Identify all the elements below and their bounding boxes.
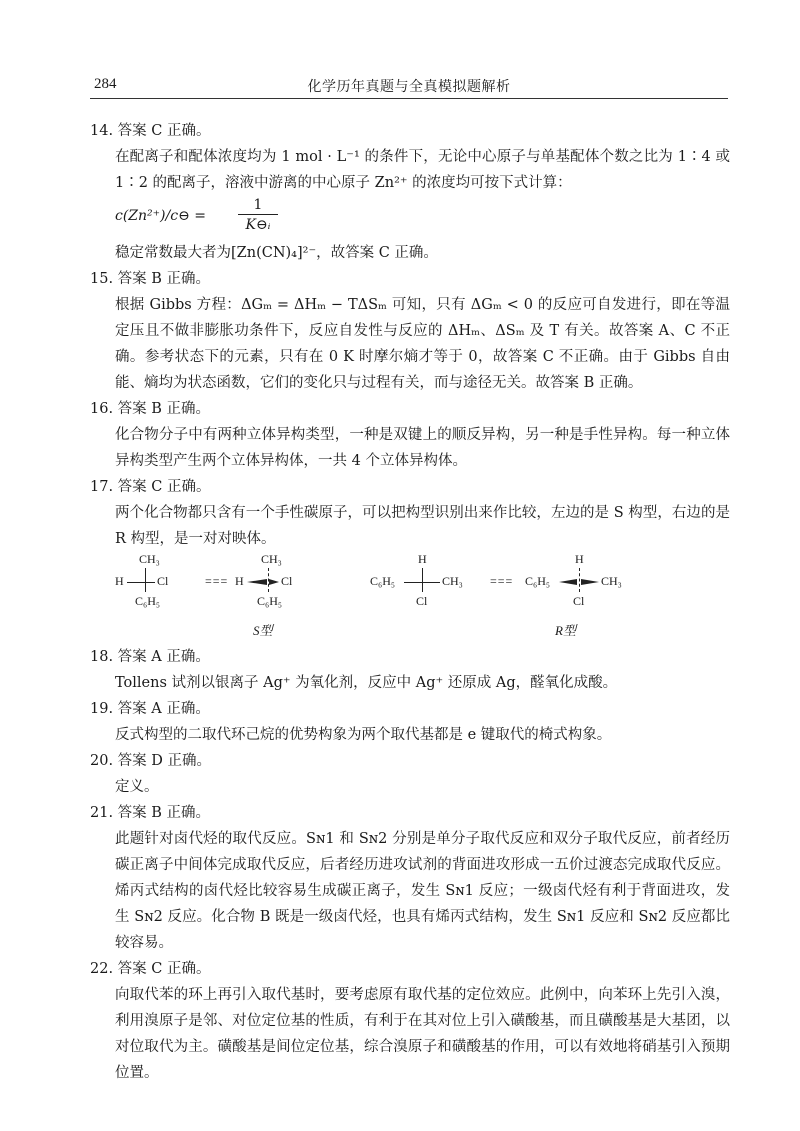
r-wedge-left-bond — [559, 579, 577, 585]
s-wedge-top: CH₃ — [261, 552, 282, 566]
answer-20-explanation: 定义。 — [115, 779, 159, 795]
r-fischer-right: CH₃ — [442, 574, 463, 588]
answer-18-explanation: Tollens 试剂以银离子 Ag⁺ 为氧化剂，反应中 Ag⁺ 还原成 Ag，醛氧化成酸。 — [115, 675, 618, 691]
s-wedge-left: H — [235, 574, 244, 588]
r-fischer-left: C₆H₅ — [370, 574, 396, 588]
s-configuration-label: S型 — [253, 623, 273, 638]
answer-17-heading: 17. 答案 C 正确。 — [90, 479, 211, 495]
answer-21-heading: 21. 答案 B 正确。 — [90, 805, 211, 821]
answer-19-heading: 19. 答案 A 正确。 — [90, 701, 210, 717]
answer-14-heading: 14. 答案 C 正确。 — [90, 123, 211, 139]
s-equivalence-sign: === — [205, 574, 229, 588]
answer-17-explanation: 两个化合物都只含有一个手性碳原子，可以把构型识别出来作比较，左边的是 S 构型，右边的是 R 构型，是一对对映体。 — [115, 505, 730, 547]
answer-list — [90, 118, 730, 1086]
r-equivalence-sign: === — [490, 574, 514, 588]
page-header — [90, 76, 728, 99]
r-wedge-bottom: Cl — [573, 594, 585, 608]
s-wedge-structure — [235, 552, 315, 612]
answer-20-heading: 20. 答案 D 正确。 — [90, 753, 212, 769]
s-fischer-left: H — [115, 574, 124, 588]
s-fischer-right: Cl — [157, 574, 169, 588]
answer-15-explanation: 根据 Gibbs 方程：ΔGₘ = ΔHₘ − TΔSₘ 可知，只有 ΔGₘ < 0 的反应可自发进行，即在等温定压且不做非膨胀功条件下，反应自发性与反应的 ΔHₘ、ΔSₘ 及 T 有关。故答案 A、C 不正确。参考状态下的元素，只有在 0 K 时摩尔熵才等于 0，故答案 C 不正确。由于 Gibbs 自由能、熵均为状态函数，它们的变化只与过程有关，而与途径无关。故答案 B 正确。 — [115, 297, 730, 391]
formula-fraction — [238, 196, 278, 235]
s-wedge-left-bond — [247, 579, 267, 585]
answer-18-heading: 18. 答案 A 正确。 — [90, 649, 210, 665]
answer-14-conclusion: 稳定常数最大者为[Zn(CN)₄]²⁻，故答案 C 正确。 — [115, 245, 438, 261]
r-configuration-label: R型 — [555, 623, 576, 638]
s-fischer-bottom: C₆H₅ — [135, 594, 161, 608]
answer-19-explanation: 反式构型的二取代环己烷的优势构象为两个取代基都是 e 键取代的椅式构象。 — [115, 727, 612, 743]
s-fischer-projection — [115, 552, 195, 612]
book-title: 化学历年真题与全真模拟题解析 — [307, 79, 511, 95]
s-wedge-right-bond — [269, 579, 279, 585]
formula-lhs: c(Zn²⁺)/c⊖ = — [115, 208, 206, 224]
answer-16-heading: 16. 答案 B 正确。 — [90, 401, 211, 417]
s-fischer-horizontal-bond — [127, 582, 155, 583]
answer-16-explanation: 化合物分子中有两种立体异构类型，一种是双键上的顺反异构，另一种是手性异构。每一种立体异构类型产生两个立体异构体，一共 4 个立体异构体。 — [115, 427, 730, 469]
answer-22-heading: 22. 答案 C 正确。 — [90, 961, 211, 977]
r-fischer-bottom: Cl — [416, 594, 428, 608]
page-number: 284 — [94, 76, 117, 92]
s-fischer-vertical-bond — [145, 568, 146, 592]
r-wedge-structure — [525, 552, 635, 612]
answer-22-explanation: 向取代苯的环上再引入取代基时，要考虑原有取代基的定位效应。此例中，向苯环上先引入溴，利用溴原子是邻、对位定位基的性质，有利于在其对位上引入磺酸基，而且磺酸基是大基团，以对位取代为主。磺酸基是间位定位基，综合溴原子和磺酸基的作用，可以有效地将硝基引入预期位置。 — [115, 987, 730, 1081]
answer-21-explanation: 此题针对卤代烃的取代反应。Sɴ1 和 Sɴ2 分别是单分子取代反应和双分子取代反应，前者经历碳正离子中间体完成取代反应，后者经历进攻试剂的背面进攻形成一五价过渡态完成取代反应。烯丙式结构的卤代烃比较容易生成碳正离子，发生 Sɴ1 反应；一级卤代烃有利于背面进攻，发生 Sɴ2 反应。化合物 B 既是一级卤代烃，也具有烯丙式结构，发生 Sɴ1 反应和 Sɴ2 反应都比较容易。 — [115, 831, 730, 951]
r-fischer-projection — [370, 552, 480, 612]
stereo-structures — [115, 552, 730, 644]
answer-15-heading: 15. 答案 B 正确。 — [90, 271, 211, 287]
r-fischer-horizontal-bond — [404, 582, 440, 583]
r-fischer-vertical-bond — [422, 568, 423, 592]
zn-concentration-formula — [90, 196, 730, 240]
s-wedge-right: Cl — [281, 574, 293, 588]
s-fischer-top: CH₃ — [139, 552, 160, 566]
r-fischer-top: H — [418, 552, 427, 566]
s-wedge-bottom: C₆H₅ — [257, 594, 283, 608]
answer-14-explanation: 在配离子和配体浓度均为 1 mol · L⁻¹ 的条件下，无论中心原子与单基配体个数之比为 1∶4 或 1∶2 的配离子，溶液中游离的中心原子 Zn²⁺ 的浓度均可按下式计算： — [115, 149, 730, 191]
r-wedge-right-bond — [581, 579, 599, 585]
r-wedge-right: CH₃ — [601, 574, 622, 588]
r-wedge-left: C₆H₅ — [525, 574, 551, 588]
formula-numerator: 1 — [238, 196, 278, 215]
r-wedge-hashed-bond — [579, 568, 580, 592]
formula-denominator: K⊖ᵢ — [245, 217, 271, 233]
r-wedge-top: H — [575, 552, 584, 566]
